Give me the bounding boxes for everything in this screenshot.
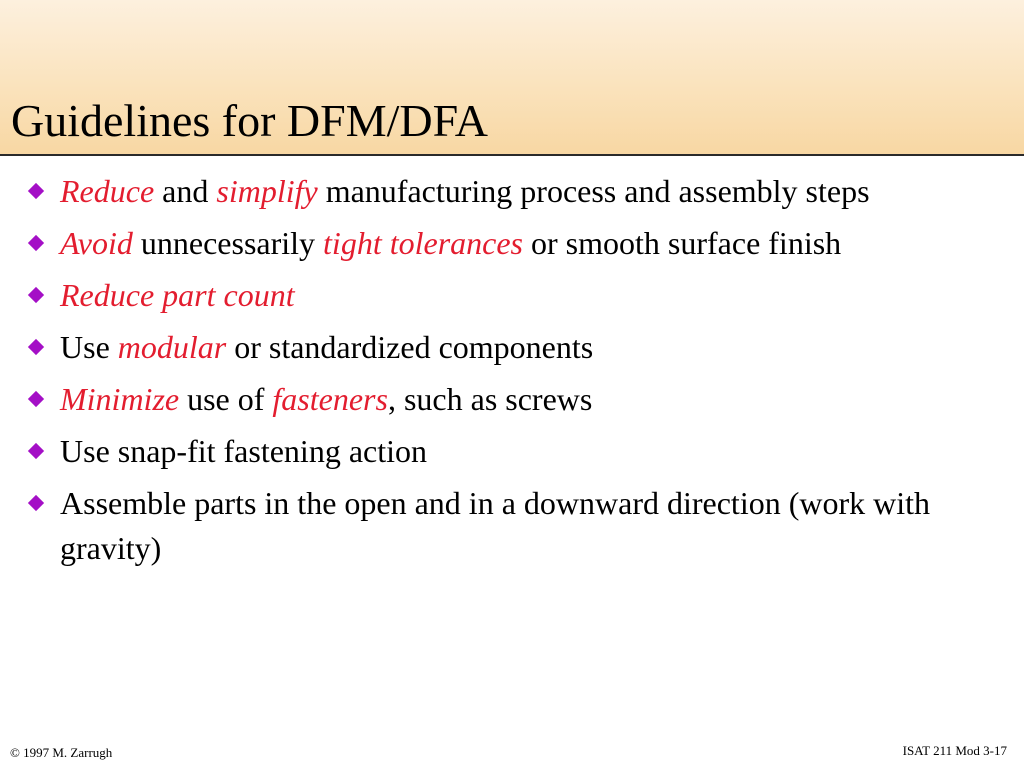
diamond-bullet-icon xyxy=(28,235,44,251)
bullet-text: or smooth surface finish xyxy=(523,225,842,261)
bullet-item xyxy=(0,325,1010,370)
diamond-bullet-icon xyxy=(28,391,44,407)
bullet-text: or standardized components xyxy=(226,329,594,365)
bullet-list xyxy=(0,169,1010,578)
bullet-item xyxy=(0,481,1010,571)
title-divider xyxy=(0,154,1024,156)
emphasized-text: Minimize xyxy=(60,381,180,417)
emphasized-text: Avoid xyxy=(60,225,133,261)
bullet-text: and xyxy=(154,173,217,209)
emphasized-text: Reduce xyxy=(60,173,155,209)
diamond-bullet-icon xyxy=(28,287,44,303)
bullet-item xyxy=(0,221,1010,266)
footer-slide-number: ISAT 211 Mod 3-17 xyxy=(902,743,1007,758)
footer-copyright: © 1997 M. Zarrugh xyxy=(10,745,113,760)
emphasized-text: fasteners xyxy=(272,381,388,417)
emphasized-text: modular xyxy=(117,329,227,365)
diamond-bullet-icon xyxy=(28,495,44,511)
slide-title: Guidelines for DFM/DFA xyxy=(11,95,489,146)
bullet-item xyxy=(0,429,1010,474)
bullet-item xyxy=(0,273,1010,318)
bullet-text: unnecessarily xyxy=(132,225,324,261)
bullet-text: use of xyxy=(179,381,273,417)
bullet-text: Use snap-fit fastening action xyxy=(60,433,427,469)
diamond-bullet-icon xyxy=(28,339,44,355)
emphasized-text: Reduce part count xyxy=(60,277,295,313)
bullet-text: Use xyxy=(60,329,118,365)
bullet-item xyxy=(0,169,1010,214)
bullet-item xyxy=(0,377,1010,422)
diamond-bullet-icon xyxy=(28,443,44,459)
bullet-text: , such as screws xyxy=(387,381,593,417)
emphasized-text: tight tolerances xyxy=(323,225,523,261)
diamond-bullet-icon xyxy=(28,183,44,199)
emphasized-text: simplify xyxy=(216,173,318,209)
bullet-text: manufacturing process and assembly steps xyxy=(317,173,870,209)
bullet-text: Assemble parts in the open and in a downward direction (work with gravity) xyxy=(60,485,931,566)
